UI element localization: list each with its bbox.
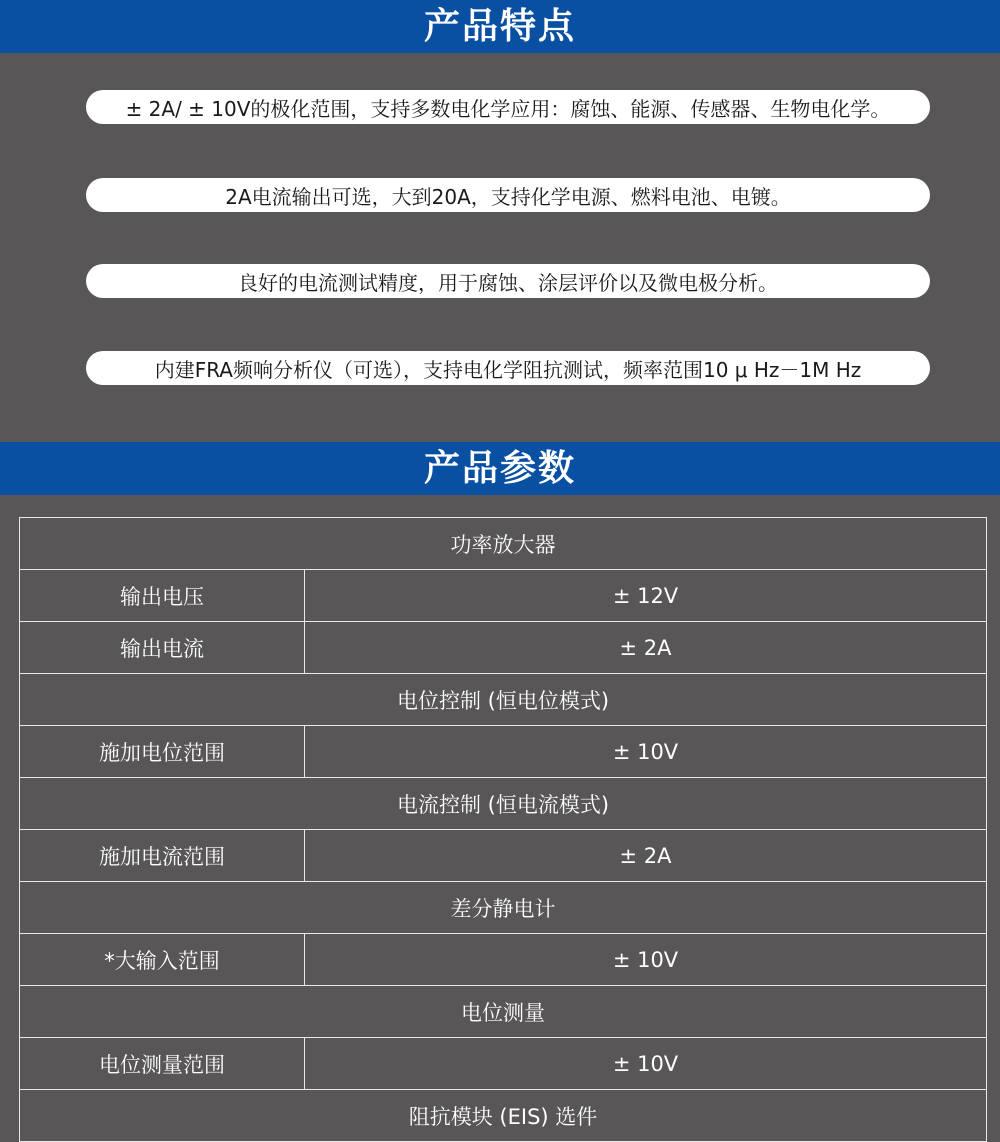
section-header: 差分静电计 — [20, 882, 987, 934]
spec-label: *大输入范围 — [20, 934, 305, 986]
table-section-row — [20, 778, 987, 830]
table-row — [20, 934, 987, 986]
table-row — [20, 622, 987, 674]
features-title: 产品特点 — [423, 6, 576, 47]
spec-label: 电位测量范围 — [20, 1038, 305, 1090]
section-header: 电流控制 (恒电流模式) — [20, 778, 987, 830]
params-banner — [0, 442, 1000, 495]
spec-value: ± 10V — [305, 934, 987, 986]
spec-value: ± 10V — [305, 726, 987, 778]
section-header: 电位测量 — [20, 986, 987, 1038]
feature-item: 良好的电流测试精度，用于腐蚀、涂层评价以及微电极分析。 — [86, 264, 930, 298]
section-header: 阻抗模块 (EIS) 选件 — [20, 1090, 987, 1142]
spec-label: 施加电位范围 — [20, 726, 305, 778]
feature-item: ± 2A/ ± 10V的极化范围，支持多数电化学应用：腐蚀、能源、传感器、生物电化学。 — [86, 90, 930, 124]
features-banner — [0, 0, 1000, 53]
spec-label: 施加电流范围 — [20, 830, 305, 882]
table-row — [20, 830, 987, 882]
table-row — [20, 726, 987, 778]
table-section-row — [20, 518, 987, 570]
spec-label: 输出电压 — [20, 570, 305, 622]
section-header: 功率放大器 — [20, 518, 987, 570]
spec-table — [19, 517, 987, 1142]
spec-value: ± 2A — [305, 622, 987, 674]
params-title: 产品参数 — [423, 448, 576, 489]
spec-value: ± 10V — [305, 1038, 987, 1090]
section-header: 电位控制 (恒电位模式) — [20, 674, 987, 726]
table-row — [20, 1038, 987, 1090]
spec-value: ± 12V — [305, 570, 987, 622]
feature-item: 内建FRA频响分析仪（可选），支持电化学阻抗测试，频率范围10 μ Hz－1M Hz — [86, 351, 930, 385]
table-section-row — [20, 674, 987, 726]
feature-item: 2A电流输出可选，大到20A，支持化学电源、燃料电池、电镀。 — [86, 178, 930, 212]
spec-value: ± 2A — [305, 830, 987, 882]
table-section-row — [20, 986, 987, 1038]
table-row — [20, 570, 987, 622]
table-section-row — [20, 882, 987, 934]
spec-label: 输出电流 — [20, 622, 305, 674]
